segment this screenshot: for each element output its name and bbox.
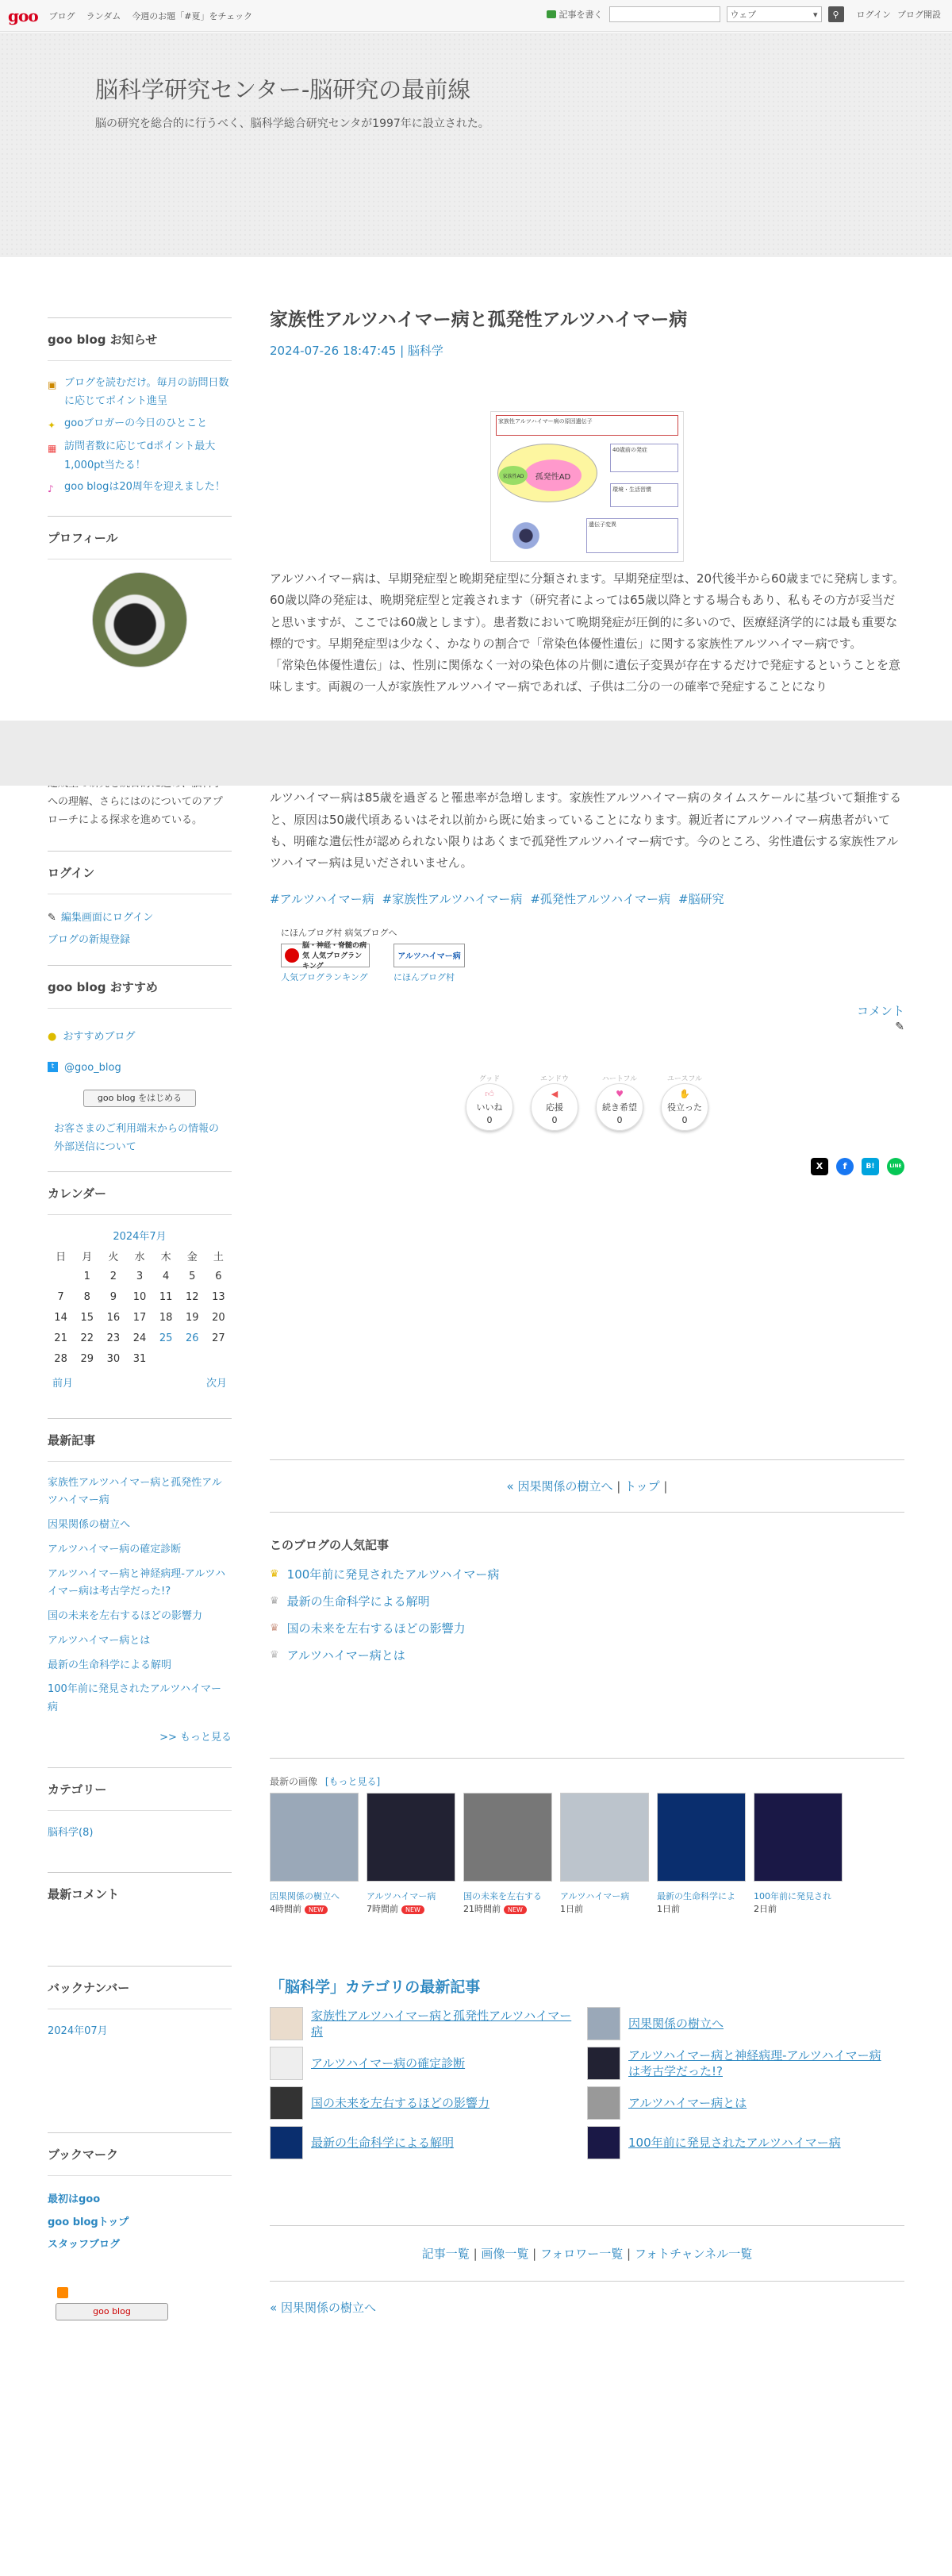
footer-links: 記事一覧 | 画像一覧 | フォロワー一覧 | フォトチャンネル一覧 bbox=[421, 2246, 753, 2261]
dpoint-icon: ▦ bbox=[48, 443, 57, 455]
comment-link[interactable]: コメント bbox=[856, 1003, 904, 1018]
recent-article-link[interactable]: 最新の生命科学による解明 bbox=[48, 1659, 172, 1671]
weekday-header: 月 bbox=[82, 1251, 93, 1264]
article-paragraph: ルツハイマー病は85歳を過ぎると罹患率が急増します。家族性アルツハイマー病のタイムスケールに基づいて類推すると、原因は50歳代頃あるいはそれ以前から既に始まっていることになります。親近者にアルツハイマー病患者がいても、明確な遺伝性が認められない限りはあくまで孤発性アルツハイマー病です。今のところ、劣性遺伝する家族性アルツハイマー病は見いだされいません。 bbox=[270, 790, 902, 871]
recent-article-link[interactable]: アルツハイマー病と神経病理-アルツハイマー病は考古学だった!? bbox=[48, 1567, 226, 1598]
write-article-label: 記事を書く bbox=[559, 10, 603, 20]
main-content bbox=[270, 305, 904, 2316]
external-info-link[interactable]: お客さまのご利用端末からの情報の外部送信について bbox=[54, 1122, 220, 1154]
tag-link[interactable]: #脳研究 bbox=[678, 891, 724, 906]
category-article-link[interactable]: アルツハイマー病と神経病理-アルツハイマー病は考古学だった!? bbox=[628, 2047, 881, 2078]
calendar-day: 29 bbox=[80, 1353, 94, 1366]
search-button[interactable] bbox=[828, 6, 844, 22]
calendar-week bbox=[48, 1287, 232, 1308]
reaction-top-label: グッド bbox=[478, 1075, 501, 1083]
calendar-month: 2024年7月 bbox=[113, 1230, 167, 1243]
popular-article-link[interactable]: アルツハイマー病とは bbox=[286, 1647, 405, 1663]
pencil-icon bbox=[547, 10, 556, 18]
calendar-day: 6 bbox=[215, 1271, 222, 1283]
category-article-item[interactable] bbox=[587, 2044, 904, 2082]
category-article-thumbnail[interactable] bbox=[587, 2126, 620, 2159]
latest-image-card[interactable] bbox=[657, 1793, 746, 1915]
next-month-link[interactable]: 次月 bbox=[205, 1377, 227, 1390]
divider bbox=[270, 1512, 904, 1513]
article-figure[interactable] bbox=[490, 411, 684, 562]
latest-image-card[interactable] bbox=[560, 1793, 649, 1915]
bookmarks-section bbox=[48, 2132, 232, 2320]
latest-images-heading: 最新の画像 bbox=[270, 1775, 318, 1787]
calendar-table bbox=[48, 1246, 232, 1370]
popular-list bbox=[270, 1561, 904, 1669]
bookmark-link[interactable]: goo blogトップ bbox=[48, 2216, 129, 2228]
divider bbox=[270, 2225, 904, 2226]
calendar-day: 1 bbox=[83, 1271, 90, 1283]
category-latest-heading: 「脳科学」カテゴリの最新記事 bbox=[270, 1978, 481, 1996]
calendar-day: 22 bbox=[80, 1332, 94, 1345]
gift-icon: ▣ bbox=[48, 379, 57, 390]
recent-article-link[interactable]: 因果関係の樹立へ bbox=[48, 1519, 131, 1532]
latest-image-card[interactable] bbox=[270, 1793, 359, 1915]
music-note-icon: ♪ bbox=[48, 483, 54, 495]
figure-left-ellipse: 家族性AD bbox=[499, 466, 528, 485]
latest-image-thumbnail[interactable] bbox=[754, 1793, 843, 1882]
calendar-empty bbox=[48, 1267, 74, 1287]
handshake-icon: ✋ bbox=[679, 1088, 690, 1099]
bookmark-link[interactable]: スタッフブログ bbox=[48, 2239, 121, 2251]
blog-title[interactable]: 脳科学研究センター-脳研究の最前線 bbox=[95, 76, 471, 103]
latest-image-time bbox=[463, 1902, 552, 1915]
calendar-day: 16 bbox=[106, 1312, 121, 1325]
backnumber-link[interactable]: 2024年07月 bbox=[48, 2024, 108, 2037]
popular-item[interactable] bbox=[270, 1561, 904, 1588]
category-article-item[interactable] bbox=[270, 2044, 587, 2082]
overlay-band bbox=[0, 721, 952, 786]
calendar-week bbox=[48, 1267, 232, 1287]
latest-image-card[interactable] bbox=[754, 1793, 843, 1915]
tag-link[interactable]: #アルツハイマー病 bbox=[270, 891, 374, 906]
reaction-buttons bbox=[270, 1073, 904, 1131]
login-section bbox=[48, 851, 232, 965]
calendar-day: 13 bbox=[212, 1291, 225, 1304]
category-article-item[interactable] bbox=[270, 2005, 587, 2043]
figure-box1: 40歳前の発症 bbox=[610, 444, 678, 472]
popular-item[interactable] bbox=[270, 1642, 904, 1669]
latest-image-time-text: 1日前 bbox=[560, 1903, 583, 1914]
new-badge: NEW bbox=[504, 1905, 527, 1914]
rss-icon[interactable] bbox=[57, 2287, 68, 2298]
article-paragraph: 「常染色体優性遺伝」は、性別に関係なく一対の染色体の片側に遺伝子変異が存在するだけで発症するということを意味します。両親の一人が家族性アルツハイマー病であれば、子供は二分の一の確率で発症することになり bbox=[270, 658, 901, 694]
latest-image-time bbox=[754, 1902, 843, 1915]
ranking-badges bbox=[281, 944, 904, 983]
search-scope-value: ウェブ bbox=[730, 10, 757, 20]
facebook-share-icon[interactable]: f bbox=[836, 1158, 854, 1175]
reaction-count: 0 bbox=[681, 1114, 688, 1125]
write-article-button[interactable] bbox=[547, 8, 603, 21]
latest-image-title[interactable]: アルツハイマー病 bbox=[560, 1890, 630, 1901]
reaction-count: 0 bbox=[486, 1114, 493, 1125]
prev-article-link[interactable]: « 因果関係の樹立へ bbox=[506, 1478, 613, 1494]
more-recent-link[interactable]: >> もっと見る bbox=[159, 1731, 232, 1744]
article-title[interactable]: 家族性アルツハイマー病と孤発性アルツハイマー病 bbox=[270, 310, 688, 330]
search-scope-select[interactable] bbox=[727, 6, 822, 22]
calendar-day: 30 bbox=[106, 1353, 121, 1366]
reaction-button[interactable] bbox=[596, 1083, 643, 1131]
reaction-label: 続き希望 bbox=[602, 1102, 637, 1113]
latest-image-title[interactable]: 因果関係の樹立へ bbox=[270, 1890, 340, 1901]
comment-area bbox=[270, 1002, 904, 1033]
weekday-header: 水 bbox=[134, 1251, 145, 1264]
nav-theme[interactable]: 今週のお題「#夏」をチェック bbox=[132, 10, 253, 21]
twitter-row[interactable] bbox=[48, 1052, 232, 1083]
latest-image-time bbox=[270, 1902, 359, 1915]
divider bbox=[270, 1459, 904, 1460]
calendar-day: 21 bbox=[54, 1332, 67, 1345]
calendar-day: 23 bbox=[106, 1332, 121, 1345]
thumbs-up-icon: 👍︎ bbox=[485, 1088, 494, 1099]
comments-heading: 最新コメント bbox=[48, 1886, 120, 1901]
latest-image-title[interactable]: 100年前に発見され bbox=[754, 1890, 831, 1901]
calendar-day: 7 bbox=[57, 1291, 64, 1304]
bookmark-link[interactable]: 最初はgoo bbox=[48, 2193, 101, 2205]
recent-section bbox=[48, 1418, 232, 1767]
latest-image-time bbox=[560, 1902, 649, 1915]
category-article-link[interactable]: アルツハイマー病とは bbox=[628, 2095, 747, 2110]
latest-image-time-text: 4時間前 bbox=[270, 1903, 301, 1914]
latest-image-card[interactable] bbox=[367, 1793, 455, 1915]
tag-link[interactable]: #家族性アルツハイマー病 bbox=[382, 891, 523, 906]
calendar-empty bbox=[179, 1349, 205, 1370]
category-article-thumbnail[interactable] bbox=[587, 2047, 620, 2080]
reaction-button[interactable] bbox=[531, 1083, 578, 1131]
reaction-top-label: エンドウ bbox=[539, 1075, 569, 1083]
footer-link[interactable]: 画像一覧 bbox=[481, 2246, 529, 2261]
category-article-item[interactable] bbox=[587, 2084, 904, 2122]
recommend-section bbox=[48, 965, 232, 1157]
notice-item[interactable] bbox=[48, 478, 232, 498]
chevron-down-icon: ▾ bbox=[813, 9, 818, 20]
edit-login-row[interactable] bbox=[48, 907, 232, 930]
article-pager: « 因果関係の樹立へ | トップ | bbox=[506, 1478, 668, 1494]
edit-login-link[interactable]: 編集画面にログイン bbox=[60, 911, 154, 924]
latest-image-card[interactable] bbox=[463, 1793, 552, 1915]
login-link[interactable]: ログイン bbox=[856, 10, 891, 20]
new-badge: NEW bbox=[401, 1905, 424, 1914]
popular-article-link[interactable]: 最新の生命科学による解明 bbox=[286, 1594, 430, 1609]
calendar-day: 28 bbox=[54, 1353, 67, 1366]
article-meta: 2024-07-26 18:47:45 | 脳科学 bbox=[270, 344, 443, 358]
article-tags bbox=[270, 890, 904, 907]
ranking-badge-image[interactable] bbox=[281, 942, 370, 971]
figure-center-ellipse: 孤発性AD bbox=[524, 459, 582, 491]
megaphone-icon: ◀ bbox=[551, 1088, 559, 1099]
footer-link[interactable]: フォロワー一覧 bbox=[540, 2246, 624, 2261]
popular-article-link[interactable]: 100年前に発見されたアルツハイマー病 bbox=[286, 1567, 500, 1582]
lightbulb-icon: ● bbox=[48, 1030, 57, 1043]
calendar-heading: カレンダー bbox=[48, 1185, 232, 1215]
calendar-day: 14 bbox=[54, 1312, 67, 1325]
calendar-day: 19 bbox=[186, 1312, 199, 1325]
latest-image-title[interactable]: アルツハイマー病 bbox=[367, 1890, 436, 1901]
notice-item[interactable] bbox=[48, 414, 232, 435]
latest-image-thumbnail[interactable] bbox=[270, 1793, 359, 1882]
reaction-useful[interactable] bbox=[661, 1073, 708, 1131]
latest-images-header bbox=[270, 1774, 904, 1788]
calendar-week bbox=[48, 1308, 232, 1328]
category-article-link[interactable]: 因果関係の樹立へ bbox=[628, 2016, 724, 2031]
ranking-badge-image[interactable]: アルツハイマー病 bbox=[393, 944, 465, 967]
recent-article-link[interactable]: 家族性アルツハイマー病と孤発性アルツハイマー病 bbox=[48, 1476, 222, 1507]
reaction-button[interactable] bbox=[661, 1083, 708, 1131]
reaction-label: 応援 bbox=[546, 1102, 563, 1113]
category-article-item[interactable] bbox=[587, 2124, 904, 2162]
recent-article-link[interactable]: アルツハイマー病の確定診断 bbox=[48, 1543, 182, 1555]
ranking-badge-caption[interactable]: 人気ブログランキング bbox=[281, 971, 368, 982]
calendar-week bbox=[48, 1349, 232, 1370]
calendar-day[interactable]: 26 bbox=[186, 1332, 199, 1345]
latest-image-thumbnail[interactable] bbox=[463, 1793, 552, 1882]
login-links bbox=[48, 907, 232, 965]
calendar-day: 15 bbox=[80, 1312, 94, 1325]
calendar-day: 4 bbox=[162, 1271, 170, 1283]
calendar-day: 20 bbox=[212, 1312, 225, 1325]
global-nav bbox=[49, 10, 252, 22]
recommend-heading: goo blog おすすめ bbox=[48, 978, 232, 1009]
pencil-icon: ✎ bbox=[48, 911, 56, 924]
sparkle-icon: ✦ bbox=[48, 419, 56, 431]
calendar-day[interactable]: 25 bbox=[159, 1332, 173, 1345]
latest-image-thumbnail[interactable] bbox=[657, 1793, 746, 1882]
latest-image-title[interactable]: 国の未来を左右する bbox=[463, 1890, 542, 1901]
footer-link[interactable]: フォトチャンネル一覧 bbox=[634, 2246, 753, 2261]
reaction-cheer[interactable] bbox=[531, 1073, 578, 1131]
figure-neuron bbox=[502, 513, 550, 558]
heart-face-icon: ♥ bbox=[616, 1088, 624, 1099]
figure-box3: 遺伝子変異 bbox=[586, 518, 678, 553]
calendar-section bbox=[48, 1171, 232, 1418]
reaction-want-more[interactable] bbox=[596, 1073, 643, 1131]
ranking-logo-icon bbox=[285, 948, 299, 963]
reaction-top-label: ハートフル bbox=[601, 1075, 638, 1083]
recent-list bbox=[48, 1474, 232, 1717]
pencil-icon[interactable]: ✎ bbox=[895, 1020, 904, 1033]
global-header bbox=[0, 0, 952, 32]
category-article-link[interactable]: アルツハイマー病の確定診断 bbox=[311, 2055, 466, 2070]
latest-image-time bbox=[367, 1902, 455, 1915]
category-article-thumbnail[interactable] bbox=[587, 2086, 620, 2120]
category-article-thumbnail[interactable] bbox=[270, 2047, 303, 2080]
calendar-day: 24 bbox=[132, 1332, 147, 1345]
category-latest-grid bbox=[270, 2005, 904, 2162]
reaction-button[interactable] bbox=[466, 1083, 513, 1131]
category-article-thumbnail[interactable] bbox=[270, 2126, 303, 2159]
ranking-badge[interactable] bbox=[281, 944, 370, 983]
category-article-item[interactable] bbox=[270, 2124, 587, 2162]
calendar-day: 31 bbox=[132, 1353, 147, 1366]
reaction-count: 0 bbox=[616, 1114, 623, 1125]
recommend-blog-row[interactable] bbox=[48, 1021, 232, 1052]
calendar-pager bbox=[52, 1375, 227, 1418]
tag-link[interactable]: #孤発性アルツハイマー病 bbox=[530, 891, 671, 906]
category-article-link[interactable]: 家族性アルツハイマー病と孤発性アルツハイマー病 bbox=[311, 2008, 572, 2039]
weekday-header: 木 bbox=[160, 1251, 171, 1264]
recent-article-link[interactable]: アルツハイマー病とは bbox=[48, 1634, 151, 1647]
calendar-day: 10 bbox=[132, 1291, 147, 1304]
calendar-day: 18 bbox=[159, 1312, 173, 1325]
latest-image-thumbnail[interactable] bbox=[560, 1793, 649, 1882]
categories-heading: カテゴリー bbox=[48, 1781, 232, 1811]
recommend-links bbox=[48, 1021, 232, 1083]
popular-heading: このブログの人気記事 bbox=[270, 1537, 390, 1552]
calendar-week bbox=[48, 1328, 232, 1349]
category-article-thumbnail[interactable] bbox=[270, 2007, 303, 2040]
nav-random[interactable]: ランダム bbox=[86, 10, 121, 21]
backnumber-heading: バックナンバー bbox=[48, 1979, 232, 2009]
category-article-item[interactable] bbox=[270, 2084, 587, 2122]
notice-link[interactable]: gooブロガーの今日のひとこと bbox=[64, 417, 208, 429]
calendar-day: 9 bbox=[109, 1291, 117, 1304]
crown-icon: ♛ bbox=[270, 1594, 279, 1607]
popular-item[interactable] bbox=[270, 1615, 904, 1642]
comments-section bbox=[48, 1872, 232, 1966]
latest-image-title[interactable]: 最新の生命科学によ bbox=[657, 1890, 735, 1901]
footer-link[interactable]: 記事一覧 bbox=[421, 2246, 470, 2261]
calendar-day: 2 bbox=[109, 1271, 117, 1283]
latest-images-section bbox=[270, 1774, 904, 1915]
popular-section bbox=[270, 1536, 904, 1669]
footer-prev-link[interactable]: « 因果関係の樹立へ bbox=[270, 2300, 376, 2315]
category-article-thumbnail[interactable] bbox=[587, 2007, 620, 2040]
calendar-day: 3 bbox=[136, 1271, 144, 1283]
figure-header: 家族性アルツハイマー病の原因遺伝子 bbox=[496, 415, 678, 436]
hatena-bookmark-icon[interactable]: B! bbox=[862, 1158, 879, 1175]
reaction-label: いいね bbox=[476, 1102, 503, 1113]
latest-images-more-link[interactable]: [もっと見る] bbox=[324, 1775, 381, 1787]
crown-icon: ♛ bbox=[270, 1621, 279, 1634]
header-tools bbox=[547, 6, 941, 22]
article-date: 2024-07-26 18:47:45 bbox=[270, 344, 397, 358]
open-blog-link[interactable]: ブログ開設 bbox=[897, 10, 941, 20]
goo-blog-footer-badge[interactable]: goo blog bbox=[56, 2303, 168, 2320]
weekday-header: 火 bbox=[108, 1251, 119, 1264]
latest-image-time-text: 7時間前 bbox=[367, 1903, 398, 1914]
bookmark-list bbox=[48, 2189, 232, 2257]
latest-images-row bbox=[270, 1793, 904, 1915]
divider bbox=[270, 1758, 904, 1759]
profile-avatar bbox=[92, 572, 187, 667]
category-article-link[interactable]: 最新の生命科学による解明 bbox=[311, 2135, 455, 2150]
categories-section bbox=[48, 1767, 232, 1872]
popular-article-link[interactable]: 国の未来を左右するほどの影響力 bbox=[286, 1621, 466, 1636]
latest-image-time-text: 21時間前 bbox=[463, 1903, 501, 1914]
search-input[interactable] bbox=[609, 6, 720, 22]
category-article-item[interactable] bbox=[587, 2005, 904, 2043]
recent-heading: 最新記事 bbox=[48, 1432, 232, 1462]
crown-icon: ♛ bbox=[270, 1648, 279, 1661]
notice-item[interactable] bbox=[48, 374, 232, 411]
weekday-header: 金 bbox=[186, 1251, 198, 1264]
reaction-top-label: ユースフル bbox=[666, 1075, 703, 1083]
calendar-day: 5 bbox=[189, 1271, 196, 1283]
notices-section bbox=[48, 317, 232, 498]
notice-link[interactable]: ブログを読むだけ。毎月の訪問日数に応じてポイント進呈 bbox=[64, 377, 229, 408]
crown-icon: ♛ bbox=[270, 1567, 279, 1580]
notice-item[interactable] bbox=[48, 437, 232, 475]
weekday-header: 日 bbox=[56, 1251, 67, 1264]
calendar-empty bbox=[205, 1349, 232, 1370]
figure-box2: 環境・生活習慣 bbox=[610, 483, 678, 507]
profile-heading: プロフィール bbox=[48, 529, 232, 559]
recommend-blog-link[interactable]: おすすめブログ bbox=[63, 1030, 136, 1043]
ranking-badge[interactable] bbox=[393, 944, 465, 983]
blog-description: 脳の研究を総合的に行うべく、脳科学総合研究センタが1997年に設立された。 bbox=[95, 117, 489, 130]
new-badge: NEW bbox=[305, 1905, 328, 1914]
profile-section bbox=[48, 516, 232, 851]
reaction-label: 役立った bbox=[667, 1102, 702, 1113]
recent-article-link[interactable]: 国の未来を左右するほどの影響力 bbox=[48, 1610, 203, 1623]
weekday-header: 土 bbox=[213, 1251, 224, 1264]
notices-heading: goo blog お知らせ bbox=[48, 331, 232, 361]
article-category-link[interactable]: 脳科学 bbox=[407, 344, 443, 358]
latest-image-time-text: 1日前 bbox=[657, 1903, 680, 1914]
latest-image-time-text: 2日前 bbox=[754, 1903, 777, 1914]
ranking-label: にほんブログ村 病気ブログへ bbox=[281, 927, 397, 938]
login-heading: ログイン bbox=[48, 864, 232, 894]
nav-blog[interactable]: ブログ bbox=[48, 10, 75, 21]
article-paragraph: アルツハイマー病は、早期発症型と晩期発症型に分類されます。早期発症型は、20代後半から60歳までに発病します。60歳以降の発症は、晩期発症型と定義されます（研究者によっては65歳以降とする場合もあり、私もその方が妥当だと思いますが、ここでは60歳とします）。患者数において晩期発症が圧倒的に多いので、医療経済学的には最も重要な標的です。早期発症型は少なく、かなりの割合で「常染色体優性遺伝」に関する家族性アルツハイマー病です。 bbox=[270, 571, 904, 651]
category-latest-section bbox=[270, 1975, 904, 2162]
top-link[interactable]: トップ bbox=[624, 1478, 660, 1494]
bookmarks-heading: ブックマーク bbox=[48, 2146, 232, 2176]
category-article-link[interactable]: 100年前に発見されたアルツハイマー病 bbox=[628, 2135, 841, 2150]
line-share-icon[interactable]: LINE bbox=[887, 1158, 904, 1175]
sidebar bbox=[48, 317, 232, 2320]
search-icon: ⚲ bbox=[832, 9, 839, 20]
divider bbox=[270, 2281, 904, 2282]
register-link[interactable]: ブログの新規登録 bbox=[48, 934, 131, 947]
notice-link[interactable]: 訪問者数に応じてdポイント最大1,000pt当たる！ bbox=[64, 440, 216, 471]
calendar-day: 11 bbox=[159, 1291, 173, 1304]
x-share-icon[interactable]: X bbox=[811, 1158, 828, 1175]
calendar-day: 12 bbox=[186, 1291, 199, 1304]
ranking-badge-caption[interactable]: にほんブログ村 bbox=[393, 971, 455, 982]
popular-item[interactable] bbox=[270, 1588, 904, 1615]
start-goo-blog-button[interactable]: goo blog をはじめる bbox=[83, 1090, 196, 1107]
ranking-badge-text: 脳・神経・脊髄の病気 人気ブログランキング bbox=[302, 942, 367, 971]
twitter-link[interactable]: @goo_blog bbox=[64, 1061, 121, 1074]
calendar-day: 27 bbox=[212, 1332, 225, 1345]
latest-image-thumbnail[interactable] bbox=[367, 1793, 455, 1882]
goo-logo[interactable]: goo bbox=[8, 6, 38, 25]
reaction-count: 0 bbox=[551, 1114, 558, 1125]
calendar-day: 17 bbox=[132, 1312, 147, 1325]
profile-text: への理解、さらにはのについてのアプローチによる探求を進めている。 bbox=[48, 795, 223, 827]
category-article-thumbnail[interactable] bbox=[270, 2086, 303, 2120]
share-buttons bbox=[270, 1158, 904, 1175]
blog-header bbox=[0, 33, 952, 257]
calendar-day: 8 bbox=[83, 1291, 90, 1304]
recent-article-link[interactable]: 100年前に発見されたアルツハイマー病 bbox=[48, 1683, 222, 1714]
notice-link[interactable]: goo blogは20周年を迎えました！ bbox=[64, 481, 225, 494]
twitter-icon: t bbox=[48, 1062, 58, 1072]
category-article-link[interactable]: 国の未来を左右するほどの影響力 bbox=[311, 2095, 490, 2110]
calendar-empty bbox=[153, 1349, 179, 1370]
reaction-like[interactable] bbox=[466, 1073, 513, 1131]
prev-month-link[interactable]: 前月 bbox=[52, 1377, 74, 1390]
latest-image-time bbox=[657, 1902, 746, 1915]
backnumber-section bbox=[48, 1966, 232, 2132]
category-link[interactable]: 脳科学(8) bbox=[48, 1826, 94, 1839]
